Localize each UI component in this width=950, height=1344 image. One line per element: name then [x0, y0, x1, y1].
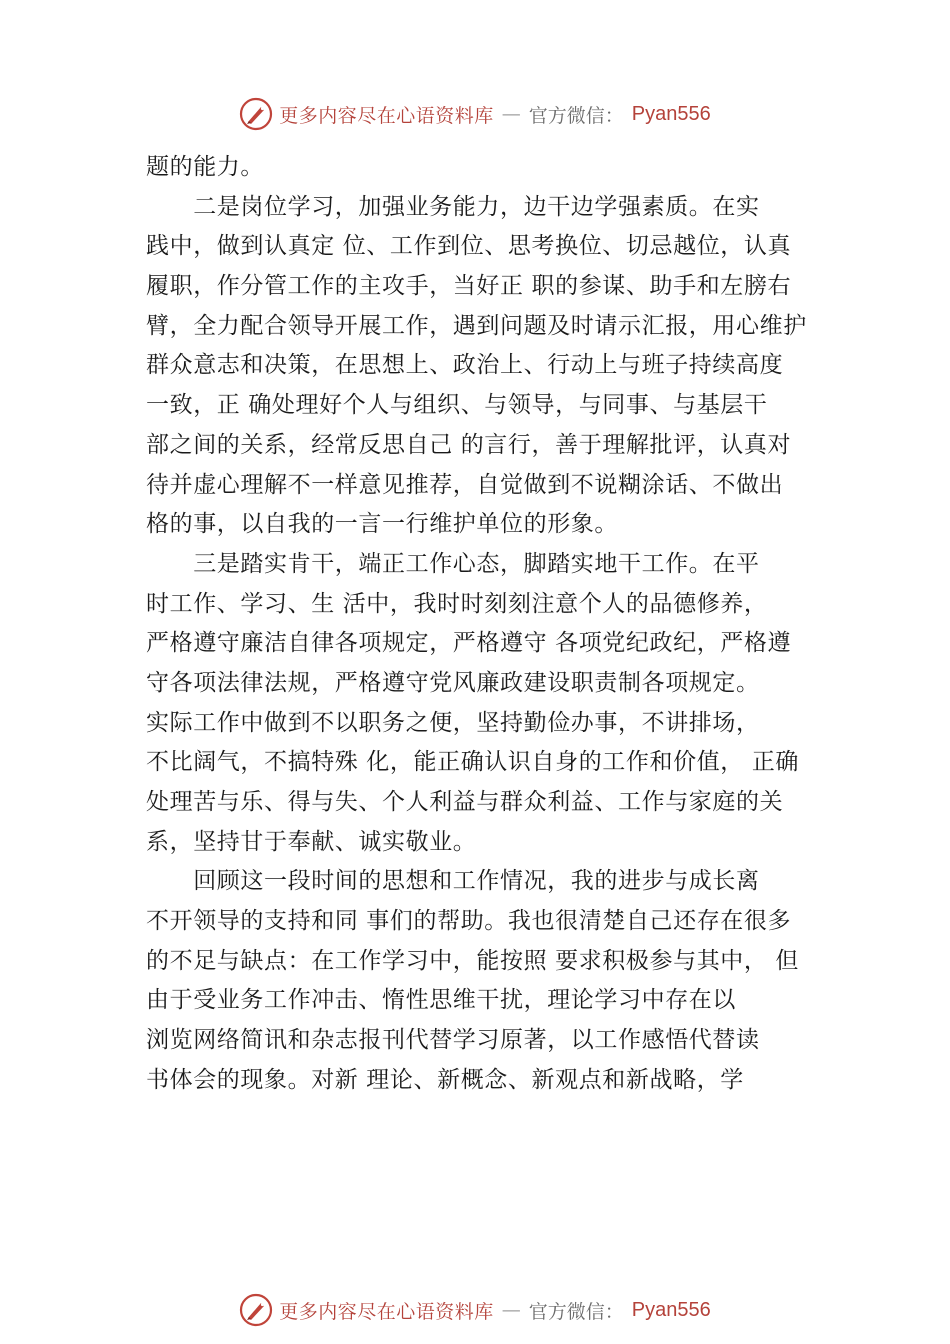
header-banner-text: 更多内容尽在心语资料库	[279, 104, 494, 127]
footer-banner-separator: —	[501, 1299, 521, 1321]
footer-official-label: 官方微信：	[528, 1300, 624, 1323]
body-line: 回顾这一段时间的思想和工作情况，我的进步与成长离	[146, 868, 760, 895]
body-line: 守各项法律法规，严格遵守党风廉政建设职责制各项规定。	[146, 669, 760, 696]
header-official-label: 官方微信：	[528, 104, 624, 127]
body-line: 不开领导的支持和同 事们的帮助。我也很清楚自己还存在很多	[146, 908, 792, 935]
body-line: 不比阔气，不搞特殊 化，能正确认识自身的工作和价值， 正确	[146, 749, 800, 776]
footer-banner-text: 更多内容尽在心语资料库	[279, 1300, 494, 1323]
body-line: 由于受业务工作冲击、惰性思维干扰，理论学习中存在以	[146, 987, 736, 1014]
body-line: 群众意志和决策，在思想上、政治上、行动上与班子持续高度	[146, 352, 784, 379]
fountain-pen-logo-icon	[239, 97, 273, 131]
body-line: 践中，做到认真定 位、工作到位、思考换位、切忌越位，认真	[146, 233, 792, 260]
body-line: 二是岗位学习，加强业务能力，边干边学强素质。在实	[146, 193, 760, 220]
body-line: 履职，作分管工作的主攻手，当好正 职的参谋、助手和左膀右	[146, 273, 792, 300]
body-line: 实际工作中做到不以职务之便，坚持勤俭办事，不讲排场，	[146, 709, 760, 736]
header-banner-inner	[239, 97, 711, 131]
body-line: 处理苦与乐、得与失、个人利益与群众利益、工作与家庭的关	[146, 789, 784, 815]
body-line: 格的事，以自我的一言一行维护单位的形象。	[146, 511, 618, 538]
footer-banner	[0, 1290, 950, 1330]
body-line: 时工作、学习、生 活中，我时时刻刻注意个人的品德修养，	[146, 590, 768, 617]
body-line: 系，坚持甘于奉献、诚实敬业。	[146, 828, 477, 855]
body-line: 部之间的关系，经常反思自己 的言行，善于理解批评，认真对	[146, 431, 792, 458]
header-wechat-id: Pyan556	[631, 102, 711, 125]
body-line: 书体会的现象。对新 理论、新概念、新观点和新战略，学	[146, 1066, 744, 1093]
body-line: 浏览网络简讯和杂志报刊代替学习原著，以工作感悟代替读	[146, 1027, 760, 1054]
header-banner	[0, 94, 950, 134]
body-line: 待并虚心理解不一样意见推荐，自觉做到不说糊涂话、不做出	[146, 471, 784, 498]
body-line: 臂，全力配合领导开展工作，遇到问题及时请示汇报，用心维护	[146, 312, 807, 339]
body-line: 题的能力。	[146, 154, 264, 180]
body-line: 的不足与缺点：在工作学习中，能按照 要求积极参与其中， 但	[146, 947, 800, 974]
footer-banner-inner	[239, 1293, 711, 1327]
body-line: 三是踏实肯干，端正工作心态，脚踏实地干工作。在平	[146, 550, 760, 577]
body-line: 严格遵守廉洁自律各项规定，严格遵守 各项党纪政纪，严格遵	[146, 630, 792, 657]
header-banner-separator: —	[501, 103, 521, 125]
footer-wechat-id: Pyan556	[631, 1298, 711, 1321]
body-line: 一致，正 确处理好个人与组织、与领导，与同事、与基层干	[146, 392, 768, 419]
fountain-pen-logo-icon	[239, 1293, 273, 1327]
document-body	[146, 148, 818, 1101]
